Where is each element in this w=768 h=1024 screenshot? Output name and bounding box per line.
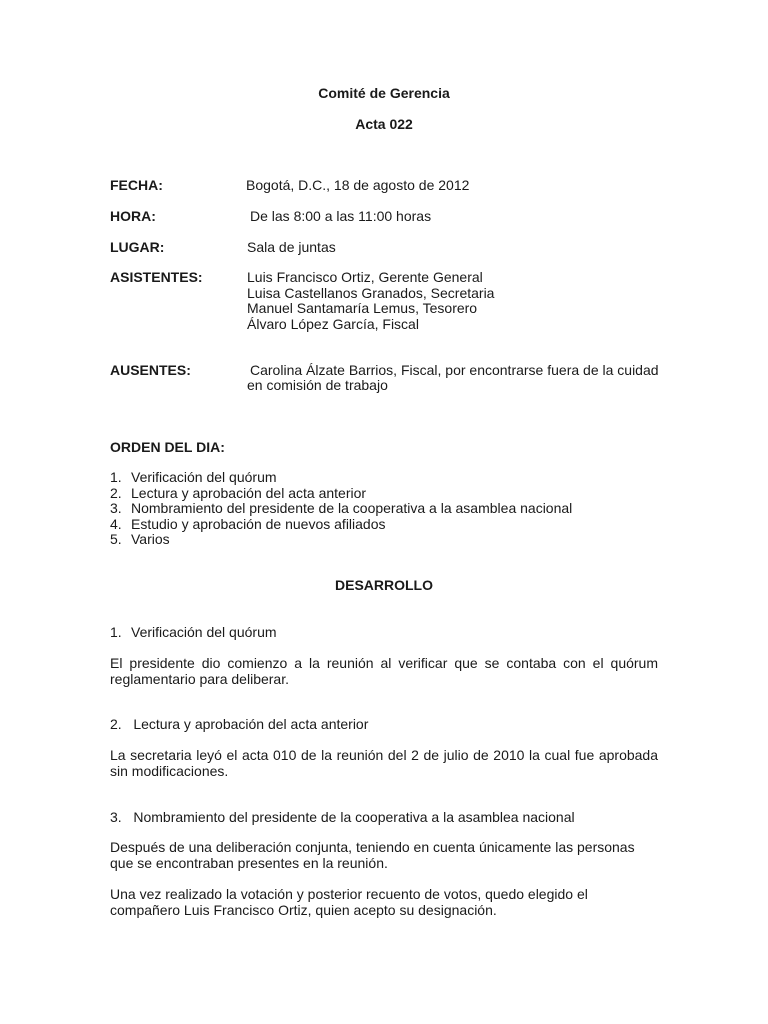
lugar-value: Sala de juntas: [247, 239, 336, 255]
ausentes-label: AUSENTES:: [110, 362, 191, 378]
asistente-item: Luisa Castellanos Granados, Secretaria: [247, 284, 495, 301]
asistentes-list: [247, 270, 494, 332]
orden-list: [110, 470, 572, 548]
asistente-item: Manuel Santamaría Lemus, Tesorero: [247, 300, 478, 316]
acta-number: Acta 022: [355, 116, 413, 132]
list-item: 4. Estudio y aprobación de nuevos afiliados: [110, 515, 386, 532]
orden-heading: ORDEN DEL DIA:: [110, 439, 225, 455]
ausentes-line-2: en comisión de trabajo: [247, 377, 388, 393]
lugar-label: LUGAR:: [110, 239, 165, 255]
section-3-title: 3. Nombramiento del presidente de la cooperativa a la asamblea nacional: [110, 809, 575, 825]
list-item: 1. Verificación del quórum: [110, 469, 277, 485]
hora-label: HORA:: [110, 208, 156, 224]
fecha-value: Bogotá, D.C., 18 de agosto de 2012: [246, 177, 470, 193]
document-title: Comité de Gerencia: [318, 85, 450, 101]
section-1-body: El presidente dio comienzo a la reunión al verificar que se contaba con el quórum reglamentario para deliberar.: [110, 655, 658, 687]
desarrollo-heading: DESARROLLO: [335, 577, 433, 593]
fecha-label: FECHA:: [110, 177, 163, 193]
asistente-item: Luis Francisco Ortiz, Gerente General: [247, 269, 483, 285]
section-2-title: 2. Lectura y aprobación del acta anterior: [110, 716, 369, 732]
section-1-title: 1. Verificación del quórum: [110, 624, 277, 640]
section-3-body-1: Después de una deliberación conjunta, teniendo en cuenta únicamente las personas que se encontraban presentes en la reunión.: [110, 839, 635, 871]
list-item: 3. Nombramiento del presidente de la cooperativa a la asamblea nacional: [110, 500, 573, 516]
hora-value: De las 8:00 a las 11:00 horas: [250, 208, 432, 224]
asistente-item: Álvaro López García, Fiscal: [247, 315, 419, 332]
section-3-body-2: Una vez realizado la votación y posterior recuento de votos, quedo elegido el compañero Luis Francisco Ortiz, quien acepto su designación.: [110, 886, 588, 918]
list-item: 5. Varios: [110, 531, 170, 547]
list-item: 2. Lectura y aprobación del acta anterior: [110, 484, 367, 501]
ausentes-line-1: Carolina Álzate Barrios, Fiscal, por encontrarse fuera de la cuidad: [250, 362, 659, 378]
section-2-body: La secretaria leyó el acta 010 de la reunión del 2 de julio de 2010 la cual fue aprobada sin modificaciones.: [110, 747, 658, 779]
asistentes-label: ASISTENTES:: [110, 269, 203, 285]
